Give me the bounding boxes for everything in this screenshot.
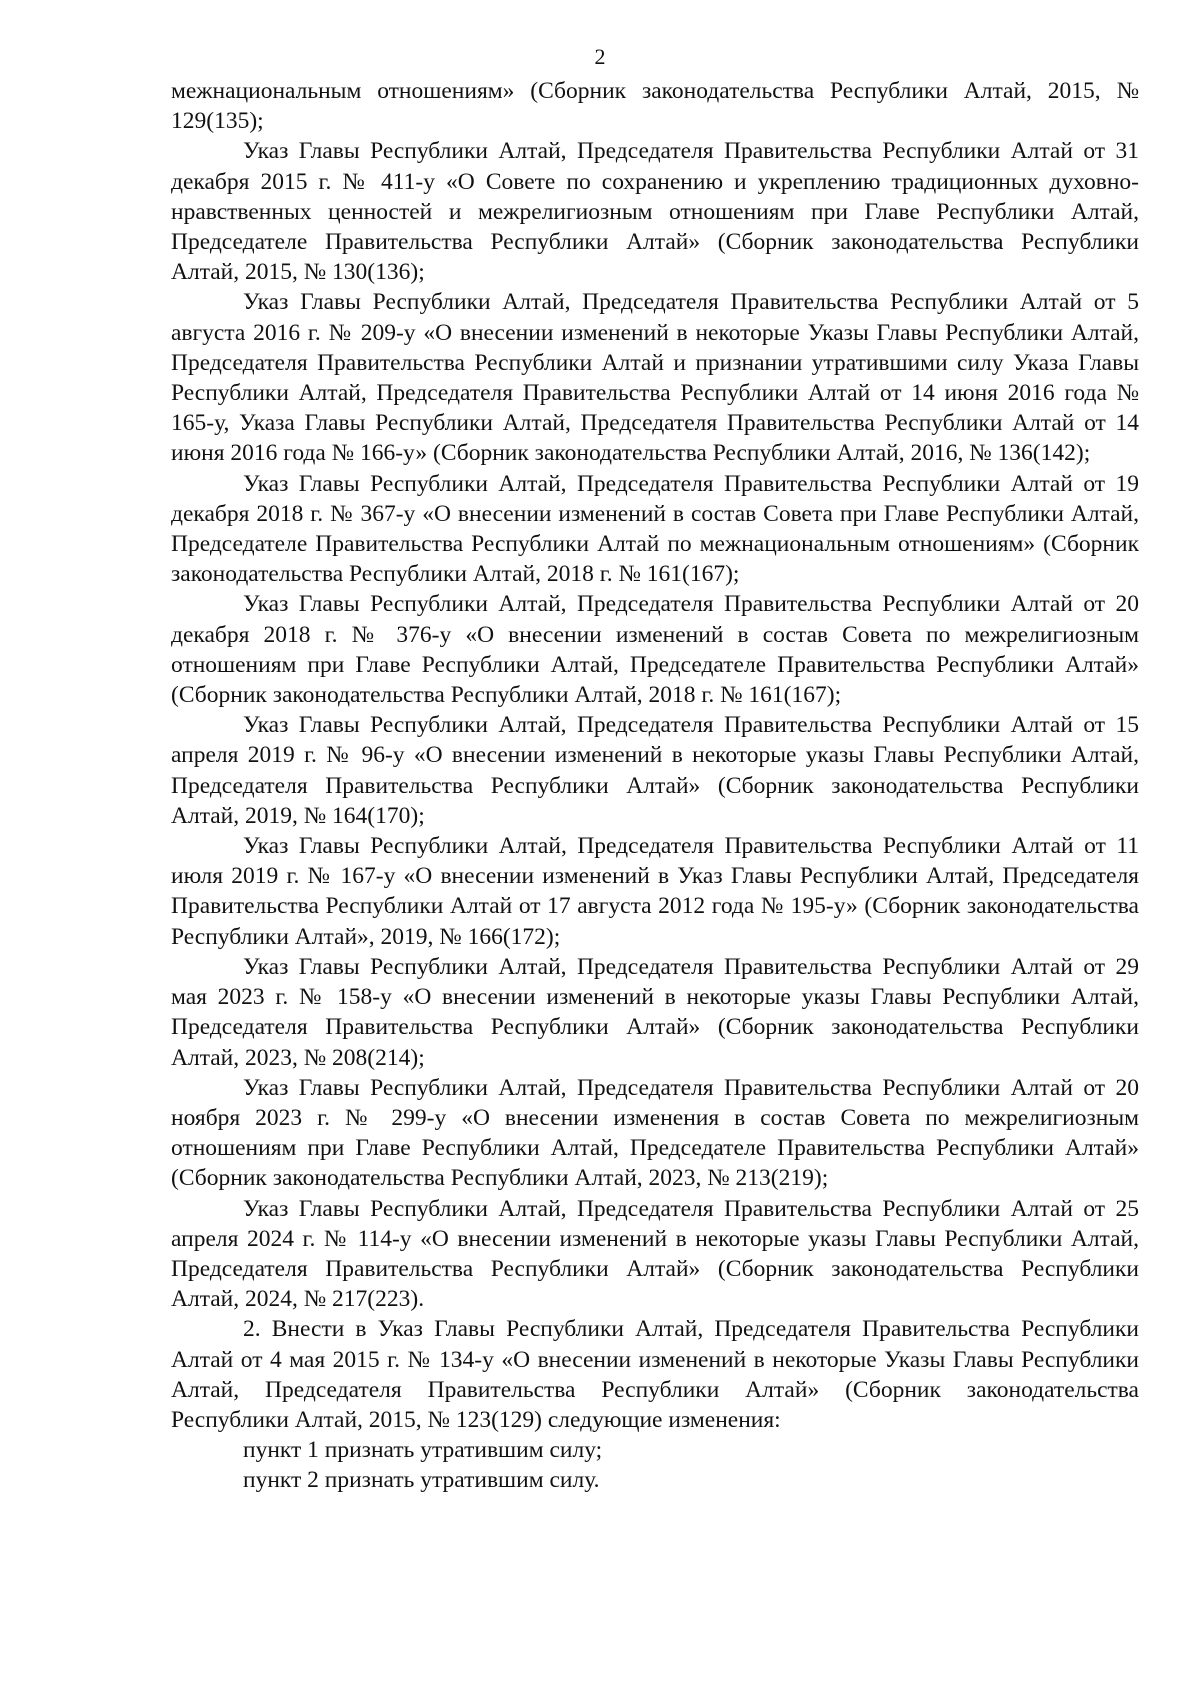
paragraph-point-2: пункт 2 признать утратившим силу. xyxy=(243,1467,600,1494)
paragraph-decree-299: Указ Главы Республики Алтай, Председателя Правительства Республики Алтай от 20 ноября 2023 г. № 299-у «О внесении изменения в состав Совета по межрелигиозным отношениям при Главе Республики Алтай, Председателе Правительства Республики Алтай» (Сборник законодательства Республики Алтай, 2023, № 213(219); xyxy=(171,1074,1139,1192)
paragraph-decree-167: Указ Главы Республики Алтай, Председателя Правительства Республики Алтай от 11 июля 2019 г. № 167-у «О внесении изменений в Указ Главы Республики Алтай, Председателя Правительства Республики Алтай от 17 августа 2012 года № 195-у» (Сборник законодательства Республики Алтай», 2019, № 166(172); xyxy=(171,833,1139,950)
paragraph-decree-96: Указ Главы Республики Алтай, Председателя Правительства Республики Алтай от 15 апреля 2019 г. № 96-у «О внесении изменений в некоторые указы Главы Республики Алтай, Председателя Правительства Республики Алтай» (Сборник законодательства Республики Алтай, 2019, № 164(170); xyxy=(171,712,1139,829)
paragraph-decree-376: Указ Главы Республики Алтай, Председателя Правительства Республики Алтай от 20 декабря 2018 г. № 376-у «О внесении изменений в состав Совета по межрелигиозным отношениям при Главе Республики Алтай, Председателе Правительства Республики Алтай» (Сборник законодательства Республики Алтай, 2018 г. № 161(167); xyxy=(171,591,1139,709)
document-body xyxy=(171,76,1139,1496)
paragraph-point-1: пункт 1 признать утратившим силу; xyxy=(243,1437,603,1464)
paragraph-decree-209: Указ Главы Республики Алтай, Председателя Правительства Республики Алтай от 5 августа 2016 г. № 209-у «О внесении изменений в некоторые Указы Главы Республики Алтай, Председателя Правительства Республики Алтай и признании утратившими силу Указа Главы Республики Алтай, Председателя Правительства Республики Алтай от 14 июня 2016 года № 165-у, Указа Главы Республики Алтай, Председателя Правительства Республики Алтай от 14 июня 2016 года № 166-у» (Сборник законодательства Республики Алтай, 2016, № 136(142); xyxy=(171,289,1139,467)
paragraph-decree-411: Указ Главы Республики Алтай, Председателя Правительства Республики Алтай от 31 декабря 2015 г. № 411-у «О Совете по сохранению и укреплению традиционных духовно-нравственных ценностей и межрелигиозным отношениям при Главе Республики Алтай, Председателе Правительства Республики Алтай» (Сборник законодательства Республики Алтай, 2015, № 130(136); xyxy=(171,138,1139,286)
paragraph-decree-114: Указ Главы Республики Алтай, Председателя Правительства Республики Алтай от 25 апреля 2024 г. № 114-у «О внесении изменений в некоторые указы Главы Республики Алтай, Председателя Правительства Республики Алтай» (Сборник законодательства Республики Алтай, 2024, № 217(223). xyxy=(171,1195,1139,1313)
paragraph-decree-367: Указ Главы Республики Алтай, Председателя Правительства Республики Алтай от 19 декабря 2018 г. № 367-у «О внесении изменений в состав Совета при Главе Республики Алтай, Председателе Правительства Республики Алтай по межнациональным отношениям» (Сборник законодательства Республики Алтай, 2018 г. № 161(167); xyxy=(171,470,1139,588)
paragraph-decree-158: Указ Главы Республики Алтай, Председателя Правительства Республики Алтай от 29 мая 2023 г. № 158-у «О внесении изменений в некоторые указы Главы Республики Алтай, Председателя Правительства Республики Алтай» (Сборник законодательства Республики Алтай, 2023, № 208(214); xyxy=(171,953,1139,1071)
page-number: 2 xyxy=(594,44,606,69)
paragraph-continuation: межнациональным отношениям» (Сборник законодательства Республики Алтай, 2015, № 129(135); xyxy=(171,78,1139,135)
paragraph-item-2: 2. Внести в Указ Главы Республики Алтай, Председателя Правительства Республики Алтай от 4 мая 2015 г. № 134-у «О внесении изменений в некоторые Указы Главы Республики Алтай, Председателя Правительства Республики Алтай» (Сборник законодательства Республики Алтай, 2015, № 123(129) следующие изменения: xyxy=(171,1316,1139,1433)
